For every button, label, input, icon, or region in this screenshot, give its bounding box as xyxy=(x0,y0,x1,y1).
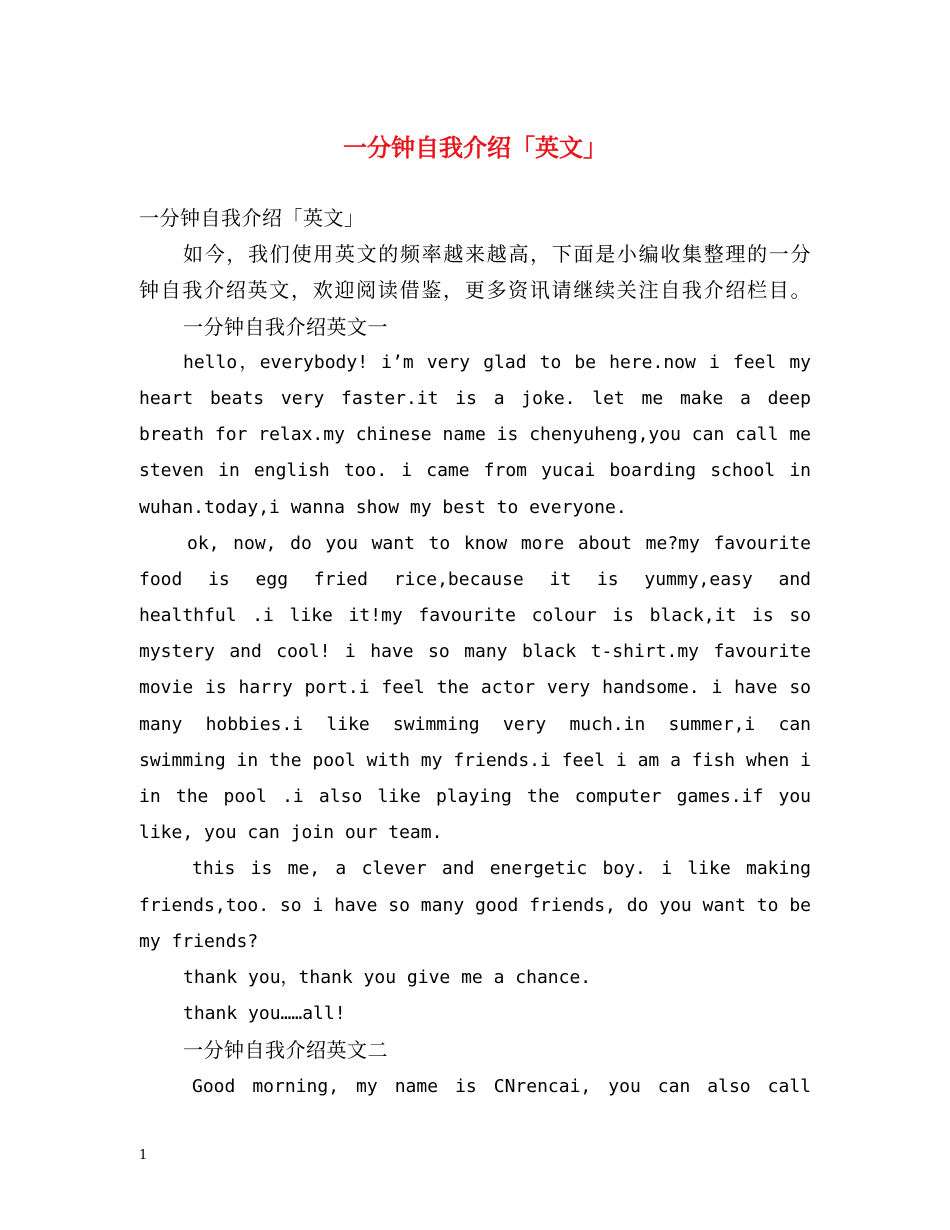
paragraph-1-line-1: hello，everybody! i’m very glad to be here.now i feel my xyxy=(183,351,811,373)
paragraph-2-line-9: like, you can join our team. xyxy=(139,822,443,844)
document-body xyxy=(139,200,811,1105)
page-number: 1 xyxy=(139,1148,148,1163)
intro-line-2: 钟自我介绍英文，欢迎阅读借鉴，更多资讯请继续关注自我介绍栏目。 xyxy=(139,278,811,303)
paragraph-2-line-7: swimming in the pool with my friends.i feel i am a fish when i xyxy=(139,749,811,771)
paragraph-2-line-6: many hobbies.i like swimming very much.in summer,i can xyxy=(139,713,811,735)
paragraph-2-line-3: healthful .i like it!my favourite colour is black,it is so xyxy=(139,605,811,627)
paragraph-1-line-3: breath for relax.my chinese name is chenyuheng,you can call me xyxy=(139,424,811,446)
section-heading-1: 一分钟自我介绍英文一 xyxy=(183,314,388,339)
paragraph-4-line-1: Good morning, my name is CNrencai, you can also call xyxy=(192,1075,811,1097)
paragraph-3-line-1: this is me, a clever and energetic boy. i like making xyxy=(192,858,811,880)
paragraph-2-line-5: movie is harry port.i feel the actor very handsome. i have so xyxy=(139,677,811,699)
paragraph-2-line-1: ok, now, do you want to know more about me?my favourite xyxy=(187,532,811,554)
document-title: 一分钟自我介绍「英文」 xyxy=(343,133,607,162)
paragraph-1-line-5: wuhan.today,i wanna show my best to everyone. xyxy=(139,496,627,518)
intro-line-1: 如今，我们使用英文的频率越来越高，下面是小编收集整理的一分 xyxy=(183,242,811,267)
paragraph-2-line-4: mystery and cool! i have so many black t-shirt.my favourite xyxy=(139,641,811,663)
subtitle-line: 一分钟自我介绍「英文」 xyxy=(139,206,365,230)
paragraph-1-line-2: heart beats very faster.it is a joke. let me make a deep xyxy=(139,387,811,409)
paragraph-3-line-3: my friends? xyxy=(139,930,259,952)
paragraph-1-line-4: steven in english too. i came from yucai boarding school in xyxy=(139,460,811,482)
closing-line-2: thank you……all! xyxy=(183,1003,346,1025)
paragraph-2-line-8: in the pool .i also like playing the computer games.if you xyxy=(139,786,811,807)
closing-line-1: thank you，thank you give me a chance. xyxy=(183,966,592,988)
paragraph-3-line-2: friends,too. so i have so many good friends, do you want to be xyxy=(139,894,811,916)
paragraph-2-line-2: food is egg fried rice,because it is yummy,easy and xyxy=(139,568,811,590)
section-heading-2: 一分钟自我介绍英文二 xyxy=(183,1038,388,1063)
